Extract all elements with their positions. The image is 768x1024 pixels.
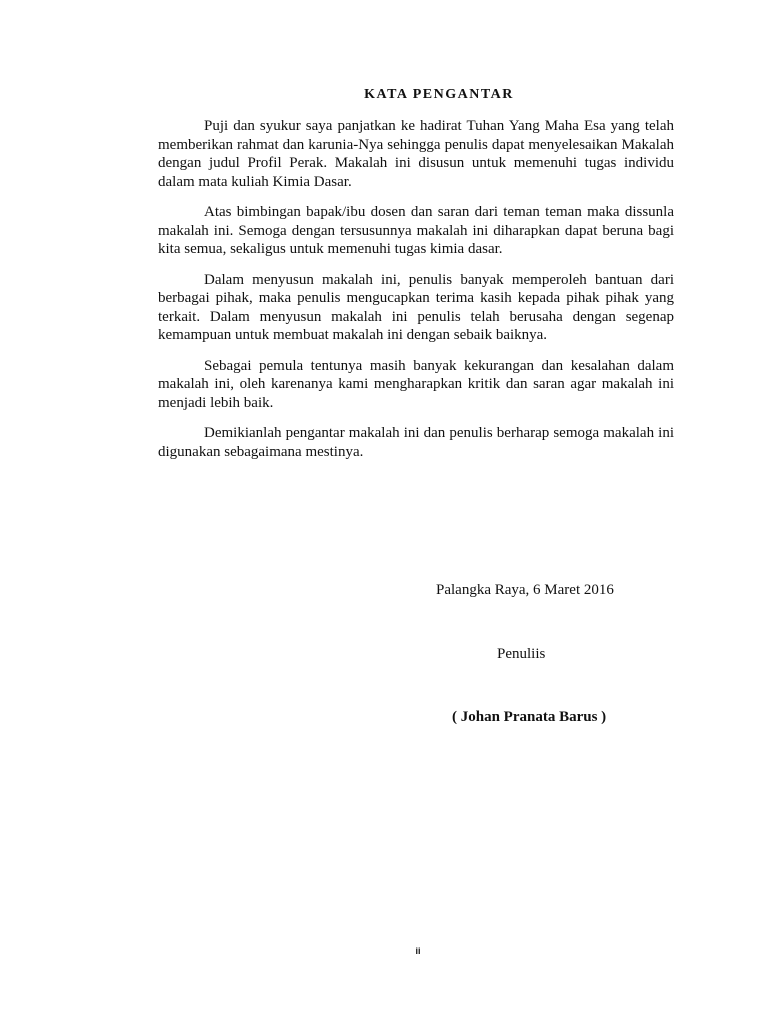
- paragraph-3: Dalam menyusun makalah ini, penulis banyak memperoleh bantuan dari berbagai pihak, maka penulis mengucapkan terima kasih kepada pihak pihak yang terkait. Dalam menyusun makalah ini penulis telah berusaha dengan segenap kemampuan untuk membuat makalah ini dengan sebaik baiknya.: [158, 271, 674, 343]
- author-role: Penuliis: [497, 646, 546, 662]
- page-title: KATA PENGANTAR: [364, 87, 514, 102]
- place-date: Palangka Raya, 6 Maret 2016: [436, 582, 614, 598]
- paragraph-1: Puji dan syukur saya panjatkan ke hadirat Tuhan Yang Maha Esa yang telah memberikan rahmat dan karunia-Nya sehingga penulis dapat menyelesaikan Makalah dengan judul Profil Perak. Makalah ini disusun untuk memenuhi tugas individu dalam mata kuliah Kimia Dasar.: [158, 118, 674, 190]
- paragraph-4: Sebagai pemula tentunya masih banyak kekurangan dan kesalahan dalam makalah ini, oleh karenanya kami mengharapkan kritik dan saran agar makalah ini menjadi lebih baik.: [158, 357, 674, 411]
- page-number: ii: [415, 946, 421, 956]
- signer-name: ( Johan Pranata Barus ): [452, 709, 607, 725]
- paragraph-5: Demikianlah pengantar makalah ini dan penulis berharap semoga makalah ini digunakan sebagaimana mestinya.: [158, 425, 674, 460]
- body-text: [158, 117, 674, 473]
- paragraph-2: Atas bimbingan bapak/ibu dosen dan saran dari teman teman maka dissunla makalah ini. Semoga dengan tersusunnya makalah ini diharapkan dapat beruna bagi kita semua, sekaligus untuk memenuhi tugas kimia dasar.: [158, 204, 674, 257]
